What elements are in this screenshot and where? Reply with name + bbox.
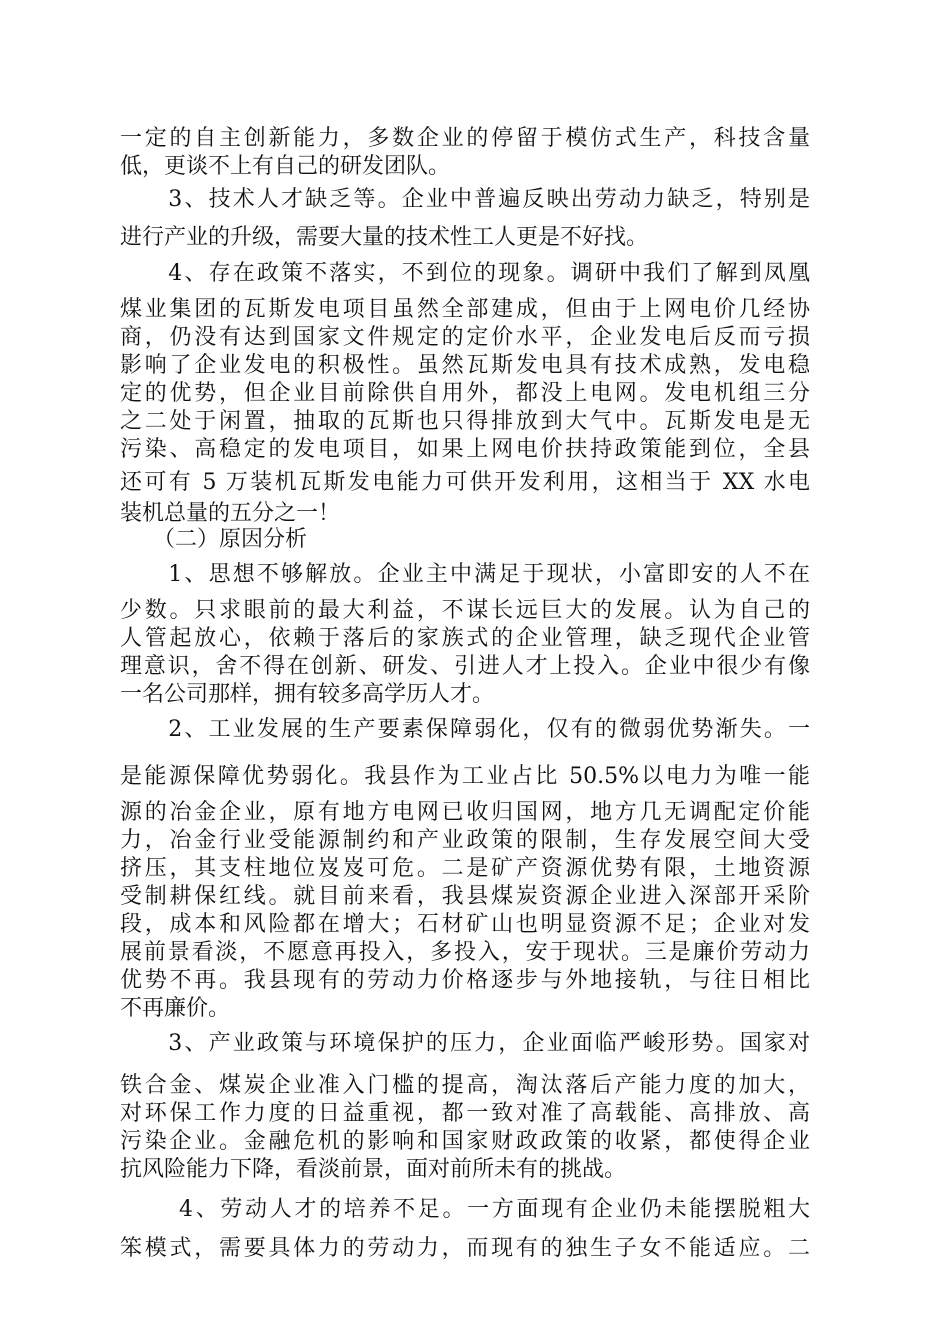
text-line: 影响了企业发电的积极性。虽然瓦斯发电具有技术成熟，发电稳 xyxy=(120,353,810,378)
text-line: 4、存在政策不落实，不到位的现象。调研中我们了解到凤凰 xyxy=(120,261,810,286)
text-line: 不再廉价。 xyxy=(120,996,231,1021)
text-line: 3、产业政策与环境保护的压力，企业面临严峻形势。国家对 xyxy=(120,1031,810,1056)
text-line: 装机总量的五分之一！ xyxy=(120,501,341,526)
text-line: 一名公司那样，拥有较多高学历人才。 xyxy=(120,682,495,707)
text-line: 优势不再。我县现有的劳动力价格逐步与外地接轨，与往日相比 xyxy=(120,968,810,993)
section-heading: （二）原因分析 xyxy=(120,527,308,552)
text-line: 挤压，其支柱地位岌岌可危。二是矿产资源优势有限，土地资源 xyxy=(120,856,810,881)
text-line: 4、劳动人才的培养不足。一方面现有企业仍未能摆脱粗大 xyxy=(120,1197,810,1222)
text-line: 2、工业发展的生产要素保障弱化，仅有的微弱优势渐失。一 xyxy=(120,717,810,742)
text-line: 进行产业的升级，需要大量的技术性工人更是不好找。 xyxy=(120,225,649,250)
text-line: 污染、高稳定的发电项目，如果上网电价扶持政策能到位，全县 xyxy=(120,437,810,462)
text-line: 少数。只求眼前的最大利益，不谋长远巨大的发展。认为自己的 xyxy=(120,598,810,623)
text-line: 抗风险能力下降，看淡前景，面对前所未有的挑战。 xyxy=(120,1157,627,1182)
text-line: 一定的自主创新能力，多数企业的停留于模仿式生产，科技含量 xyxy=(120,126,810,151)
text-line: 商，仍没有达到国家文件规定的定价水平，企业发电后反而亏损 xyxy=(120,325,810,350)
text-line: 人管起放心，依赖于落后的家族式的企业管理，缺乏现代企业管 xyxy=(120,626,810,651)
text-line: 煤业集团的瓦斯发电项目虽然全部建成，但由于上网电价几经协 xyxy=(120,297,810,322)
text-line: 力，冶金行业受能源制约和产业政策的限制，生存发展空间大受 xyxy=(120,828,810,853)
text-line: 对环保工作力度的日益重视，都一致对准了高载能、高排放、高 xyxy=(120,1101,810,1126)
text-line: 展前景看淡，不愿意再投入，多投入，安于现状。三是廉价劳动力 xyxy=(120,940,810,965)
text-line: 段，成本和风险都在增大；石材矿山也明显资源不足；企业对发 xyxy=(120,912,810,937)
text-line: 1、思想不够解放。企业主中满足于现状，小富即安的人不在 xyxy=(120,562,810,587)
text-line: 3、技术人才缺乏等。企业中普遍反映出劳动力缺乏，特别是 xyxy=(120,187,810,212)
text-line: 铁合金、煤炭企业准入门槛的提高，淘汰落后产能力度的加大， xyxy=(120,1073,810,1098)
text-line: 定的优势，但企业目前除供自用外，都没上电网。发电机组三分 xyxy=(120,381,810,406)
text-line: 源的冶金企业，原有地方电网已收归国网，地方几无调配定价能 xyxy=(120,800,810,825)
text-line: 之二处于闲置，抽取的瓦斯也只得排放到大气中。瓦斯发电是无 xyxy=(120,409,810,434)
text-line: 是能源保障优势弱化。我县作为工业占比 50.5%以电力为唯一能 xyxy=(120,764,810,789)
text-line: 受制耕保红线。就目前来看，我县煤炭资源企业进入深部开采阶 xyxy=(120,884,810,909)
text-line: 还可有 5 万装机瓦斯发电能力可供开发利用，这相当于 XX 水电 xyxy=(120,470,810,495)
text-line: 低，更谈不上有自己的研发团队。 xyxy=(120,154,451,179)
text-line: 污染企业。金融危机的影响和国家财政政策的收紧，都使得企业 xyxy=(120,1129,810,1154)
text-line: 笨模式，需要具体力的劳动力，而现有的独生子女不能适应。二 xyxy=(120,1236,810,1261)
text-line: 理意识，舍不得在创新、研发、引进人才上投入。企业中很少有像 xyxy=(120,654,810,679)
